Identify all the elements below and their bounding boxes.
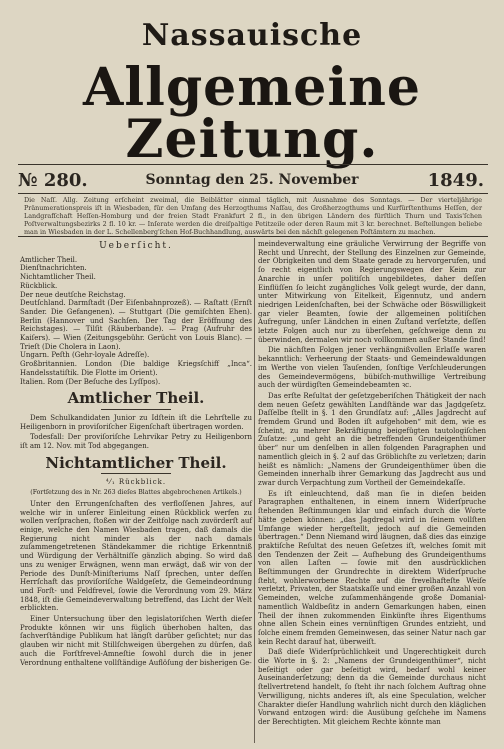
section-title-nichtamtlicher: Nichtamtlicher Theil. xyxy=(45,453,227,472)
paragraph: Die nächſten Folgen jener verhängnißvollen Erlaſſe waren bekanntlich: Verheerung der Staats- und Gemeindewaldungen im Werthe von vielen Tauſenden, ſonſtige Verſchleuderungen des Gemeindevermögens, bübiſch-muthwillige Vertreibung auch der würdigſten Gemeindebeamten ꝛc. xyxy=(258,346,486,390)
notice-rule xyxy=(18,236,488,237)
overview-line: Rückblick. xyxy=(20,281,58,290)
article-subnote: (Fortſetzung des in Nr. 263 dieſes Blattes abgebrochenen Artikels.) xyxy=(30,489,242,497)
paragraph: Das erſte Reſultat der geſetzgeberiſchen Thätigkeit der nach dem neuen Geſetz gewählten Landſtände war das Jagdgeſetz. Daſſelbe ſtellt in §. 1 den Grundſatz auf: „Alles Jagdrecht auf fremdem Grund und Boden iſt aufgehoben“ mit dem, wie es ſcheint, zu mehrer Bekräftigung beigefügten tautologiſchen Zuſatze: „und geht an die betreffenden Grundeigenthümer über“ nur um denſelben in allen folgenden Paragraphen und namentlich gleich in §. 2 auf das Gröblichſte zu verletzen; darin heißt es nämlich: „Namens der Grundeigenthümer üben die Gemeinden innerhalb ihrer Gemarkung das Jagdrecht aus und zwar durch Verpachtung zum Vortheil der Gemeindekaſſe. xyxy=(258,391,486,487)
overview-line: Deutſchland. Darmſtadt (Der Eiſenbahnprozeß). — Raſtatt (Ernſt Sander. Die Gefangenen). — Stuttgart (Die gemiſchten Ehen). Berlin (Hannover und Sachſen. Der Tag der Eröffnung des Reichstages). — Tilſit (Räuberbande). — Prag (Aufruhr des Kaiſers). — Wien (Zeitungsgebühr. Gerücht von Louis Blanc). — Trieſt (Die Cholera in Laon). xyxy=(20,299,252,351)
top-rule xyxy=(18,164,488,165)
paragraph: Dem Schulkandidaten Junior zu Idſtein iſt die Lehrſtelle zu Heiligenborn in proviſoriſcher Eigenſchaft übertragen worden. xyxy=(20,413,252,431)
section-rule xyxy=(101,409,171,410)
section-title-amtlicher: Amtlicher Theil. xyxy=(67,389,205,408)
paragraph: meindeverwaltung eine gräuliche Verwirrung der Begriffe von Recht und Unrecht, der Stellung des Einzelnen zur Gemeinde, der Obrigkeiten und dem Staate gerade zu hervorgerufen, und ſo recht eigentlich von Regierungswegen der Keim zur Anarchie in unſer politiſch ungebildetes, daher deſſen Einflüſſen ſo leicht zugängliches Volk gelegt wurde, der dann, unter Mitwirkung von Eitelkeit, Eigennutz, und andern niedrigen Leidenſchaften, bei der Schwäche oder Böswilligkeit gar vieler Beamten, ſowie der allgemeinen politiſchen Aufregung, unſer Ländchen in einen Zuſtand verſetzte, deſſen letzte Folgen auch nur zu überſehen, geſchweige denn zu überwinden, dermalen wir noch vollkommen außer Stande ſind! xyxy=(258,240,486,344)
overview-title: Ueberſicht. xyxy=(99,241,173,251)
paragraph: Daß dieſe Widerſprüchlichkeit und Ungerechtigkeit durch die Worte in §. 2: „Namens der Grundeigenthümer“, nicht beſeitigt oder gar beſeitigt wird, bedarf wohl keiner Auseinanderſetzung; denn da die Gemeinde durchaus nicht ſtellvertretend handelt, ſo ſteht ihr nach ſolchem Auftrag ohne Verwilligung, nichts anderes iſt, als eine Speculation, welcher Charakter dieſer Handlung wahrlich nicht durch den kläglichen Vorwand entzogen wird: die Ausübung geſchehe im Namens der Berechtigten. Mit gleichem Rechte könnte man xyxy=(258,648,486,726)
issue-year: 1849. xyxy=(427,170,484,191)
overview-line: Der neue deutſche Reichstag. xyxy=(20,290,126,299)
masthead-title: Allgemeine Zeitung. xyxy=(82,57,422,170)
overview-line: Nichtamtlicher Theil. xyxy=(20,273,96,282)
right-column xyxy=(258,240,486,729)
overview-line: Amtlicher Theil. xyxy=(20,255,78,264)
left-column xyxy=(20,240,252,669)
issue-number: № 280. xyxy=(18,170,88,191)
paragraph: Unter den Errungenſchaften des verfloſſenen Jahres, auf welche wir in unſerer Einleitung einen Rückblick werfen zu wollen verſprachen, ſtoßen wir der Zeitfolge nach zuvörderſt auf einige, welche den Namen Wiesbaden tragen, daß damals die Regierung nicht minder als der nach damals zuſammengetretenen Ständekammer die richtige Erkenntniß und Würdigung der Verhältniſſe gänzlich abging. So wird daß uns zu weniger Erwägnen, wenn man erwägt, daß wir von der Periode des Dunſt-Miniſteriums Naſſ ſprechen, unter deſſen Herrſchaft das proviſoriſche Waldgeſetz, die Gemeindeordnung und Forſt- und Feldfrevel, ſowie die Verordnung vom 29. März 1848, iſt die Gemeindeverwaltung betreffend, das Licht der Welt erblickten. xyxy=(20,499,252,613)
issue-date: Sonntag den 25. November xyxy=(145,172,359,188)
overview-line: Italien. Rom (Der Beſuche des Lyſſpos). xyxy=(20,377,161,386)
overview-line: Großbritannien. London (Die baldige Kriegsſchiff „Inca“. Handelsstatiſtik. Die Flotte im Orient). xyxy=(20,360,252,377)
paragraph: Einer Untersuchung über den legislatoriſchen Werth dieſer Produkte können wir uns füglich überhoben halten, das ſachverſtändige Publikum hat längſt darüber geſichtet; nur das glauben wir nicht mit Stillſchweigen übergehen zu dürfen, daß auch die Forſtfrevel-Amneſtie ſowohl durch die in jener Verordnung enthaltene vollſtändige Auflöſung der bisherigen Ge- xyxy=(20,615,252,667)
overview-line: Dienſtnachrichten. xyxy=(20,264,87,273)
paragraph: Todesfall: Der proviſoriſche Lehrvikar Petry zu Heiligenborn iſt am 12. Nov. mit Tod abgegangen. xyxy=(20,433,252,451)
overview-line: Ungarn. Peſth (Gehr-loyale Adreſſe). xyxy=(20,351,150,360)
column-divider xyxy=(254,238,255,743)
paragraph: Es iſt einleuchtend, daß man ſie in dieſen beiden Paragraphen enthaltenen, in einem innern Widerſpruche ſtehenden Beſtimmungen klar und einfach durch die Worte hätte geben können: „das Jagdregal wird in ſeinem vollſten Umfange wieder hergeſtellt, jedoch auf die Gemeinden übertragen.“ Denn Niemand wird läugnen, daß dies das einzige praktiſche Reſultat des neuen Geſetzes iſt, welches ſomit mit den Tendenzen der Zeit — Aufhebung des Grundeigenthums von allen Laſten — ſowie mit den ausdrücklichen Beſtimmungen der Grundrechte in direktem Widerſpruche ſteht, wohlerworbene Rechte auf die frevelhafteſte Weiſe verletzt, Privaten, der Staatskaſſe und einer großen Anzahl von Gemeinden, welche zuſammenhängende große Domanial- namentlich Waldbeſitz in andern Gemarkungen haben, einen Theil der ihnen zukommenden Einkünfte ihres Eigenthums ohne allen Schein eines vernünftigen Grundes entzieht, und ſolche einem fremden Gemeinwesen, das seiner Natur nach gar kein Recht darauf hat, überweiſt. xyxy=(258,489,486,646)
masthead-line-1: Nassauische xyxy=(141,18,363,53)
article-subhead: ⁴⁄₁ Rückblick. xyxy=(105,478,167,487)
dateline-rule xyxy=(18,193,488,194)
subscription-notice: Die Naſſ. Allg. Zeitung erſcheint zweimal, die Beiblätter einmal täglich, mit Ausnahme des Sonntags. — Der vierteljährige Pränumerationspreis iſt in Wiesbaden, für den Umfang des Herzogthums Naſſau, des Großherzogthums und Kurfürſtenthums Heſſen, der Landgrafſchaft Heſſen-Homburg und der freien Stadt Frankfurt 2 fl., in den übrigen Ländern des fürſtlich Thurn und Taxis'ſchen Poſtverwaltungsbezirks 2 fl. 10 kr. — Inſerate werden die dreiſpaltige Petitzeile oder deren Raum mit 3 kr. berechnet. Beſtellungen beliebe man in Wiesbaden in der L. Schellenberg'ſchen Hof-Buchhandlung, auswärts bei den nächſt gelegenen Poſtämtern zu machen. xyxy=(24,196,482,236)
section-rule xyxy=(101,473,171,474)
